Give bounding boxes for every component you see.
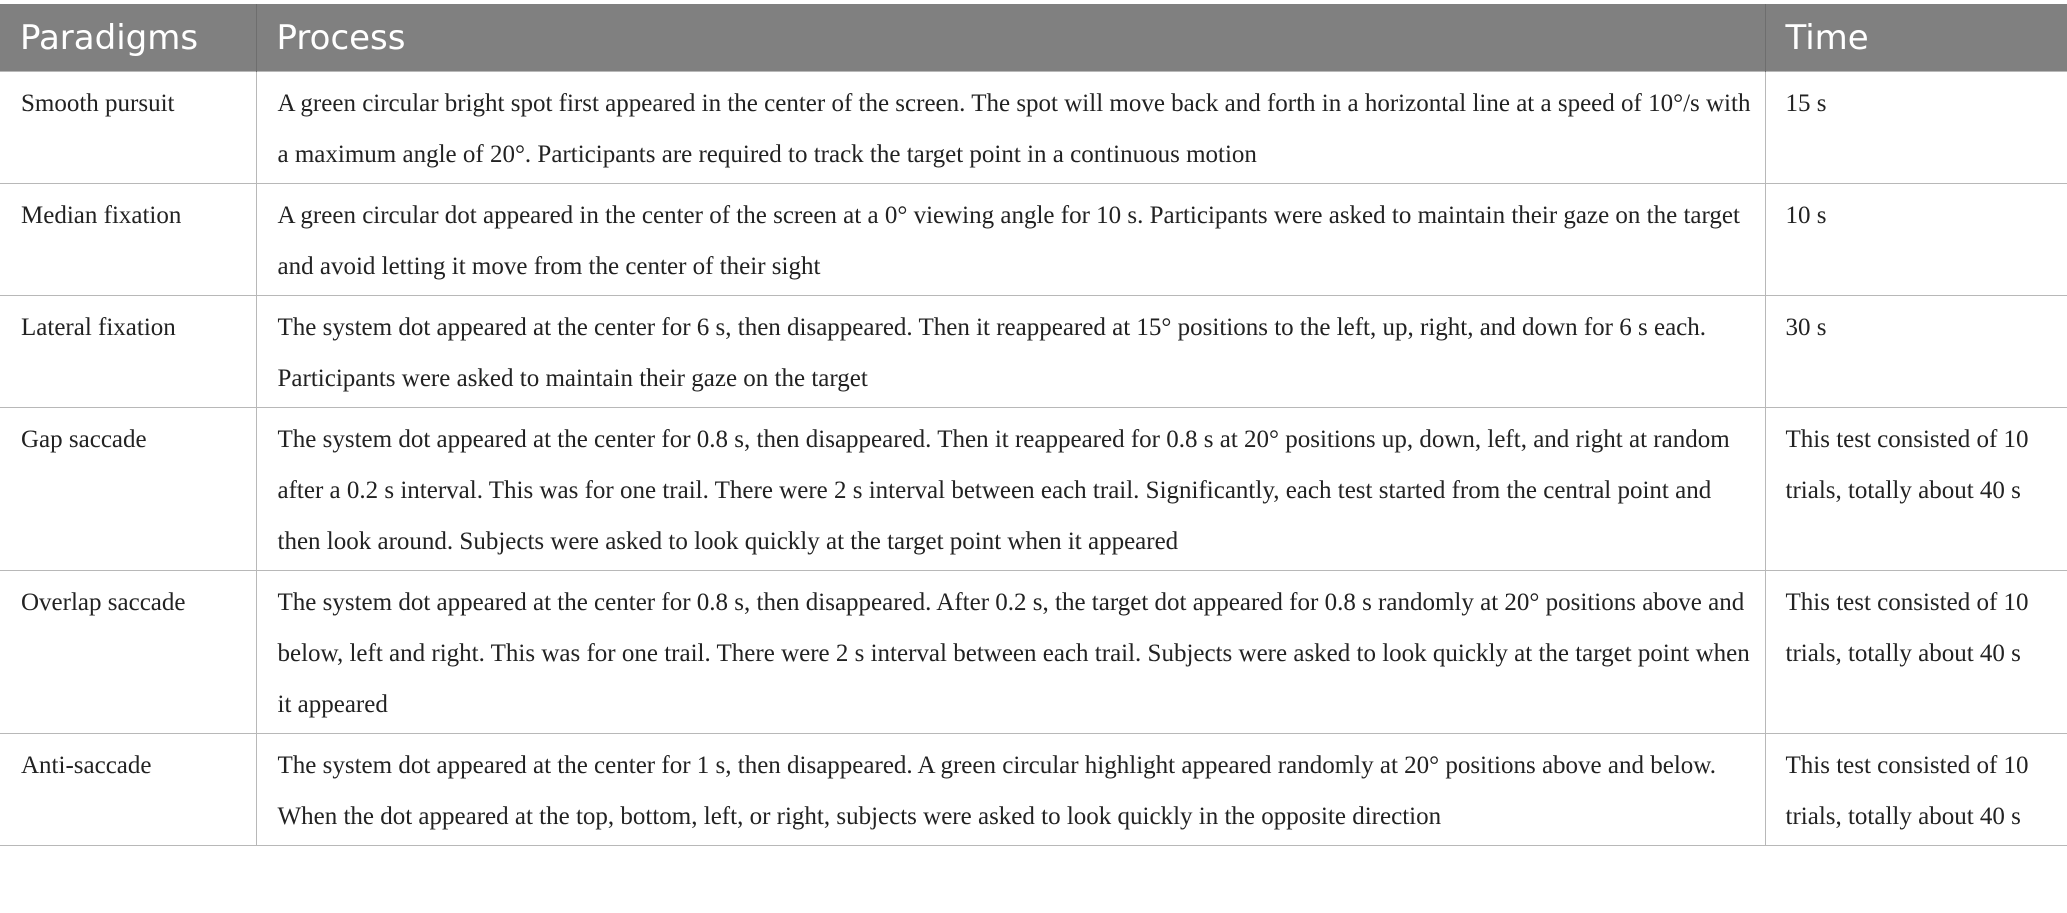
table-header	[0, 4, 2067, 72]
time-cell: 30 s	[1765, 296, 2067, 408]
table-row	[0, 408, 2067, 571]
process-cell: The system dot appeared at the center for 6 s, then disappeared. Then it reappeared at 15° positions to the left, up, right, and down for 6 s each. Participants were asked to maintain their gaze on the target	[256, 296, 1765, 408]
header-row	[0, 4, 2067, 72]
process-cell: A green circular bright spot first appeared in the center of the screen. The spot will move back and forth in a horizontal line at a speed of 10°/s with a maximum angle of 20°. Participants are required to track the target point in a continuous motion	[256, 72, 1765, 184]
table-row	[0, 72, 2067, 184]
header-process: Process	[256, 4, 1765, 72]
time-cell: 10 s	[1765, 184, 2067, 296]
process-cell: A green circular dot appeared in the center of the screen at a 0° viewing angle for 10 s. Participants were asked to maintain their gaze on the target and avoid letting it move from the center of their sight	[256, 184, 1765, 296]
paradigm-cell: Lateral fixation	[0, 296, 256, 408]
header-paradigms: Paradigms	[0, 4, 256, 72]
paradigms-table	[0, 4, 2067, 846]
time-cell: This test consisted of 10 trials, totally about 40 s	[1765, 571, 2067, 734]
paradigm-cell: Anti-saccade	[0, 734, 256, 846]
time-cell: This test consisted of 10 trials, totally about 40 s	[1765, 734, 2067, 846]
process-cell: The system dot appeared at the center for 0.8 s, then disappeared. Then it reappeared for 0.8 s at 20° positions up, down, left, and right at random after a 0.2 s interval. This was for one trail. There were 2 s interval between each trail. Significantly, each test started from the central point and then look around. Subjects were asked to look quickly at the target point when it appeared	[256, 408, 1765, 571]
paradigm-cell: Overlap saccade	[0, 571, 256, 734]
paradigm-cell: Gap saccade	[0, 408, 256, 571]
table-row	[0, 734, 2067, 846]
process-cell: The system dot appeared at the center for 1 s, then disappeared. A green circular highlight appeared randomly at 20° positions above and below. When the dot appeared at the top, bottom, left, or right, subjects were asked to look quickly in the opposite direction	[256, 734, 1765, 846]
process-cell: The system dot appeared at the center for 0.8 s, then disappeared. After 0.2 s, the target dot appeared for 0.8 s randomly at 20° positions above and below, left and right. This was for one trail. There were 2 s interval between each trail. Subjects were asked to look quickly at the target point when it appeared	[256, 571, 1765, 734]
table-row	[0, 184, 2067, 296]
table-row	[0, 296, 2067, 408]
paradigm-cell: Smooth pursuit	[0, 72, 256, 184]
header-time: Time	[1765, 4, 2067, 72]
table-row	[0, 571, 2067, 734]
time-cell: This test consisted of 10 trials, totally about 40 s	[1765, 408, 2067, 571]
paradigm-cell: Median fixation	[0, 184, 256, 296]
time-cell: 15 s	[1765, 72, 2067, 184]
table-body	[0, 72, 2067, 846]
